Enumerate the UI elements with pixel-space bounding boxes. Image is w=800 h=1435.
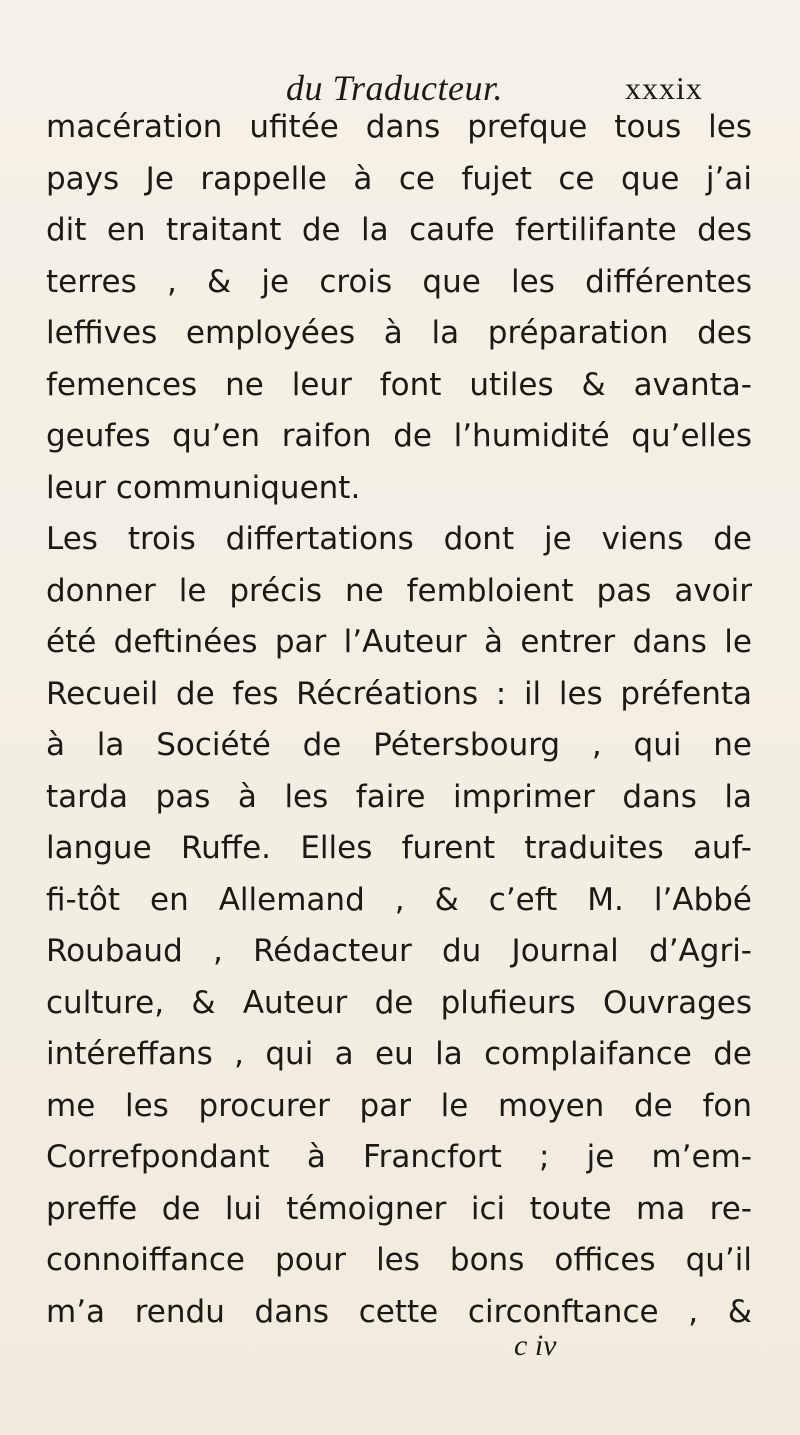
text-line: preffe de lui témoigner ici toute ma re-: [46, 1190, 752, 1227]
running-title: du Traducteur.: [286, 68, 504, 108]
text-line: leur communiquent.: [46, 469, 361, 506]
text-line: terres , & je crois que les différentes: [46, 263, 752, 300]
text-line: intéreffans , qui a eu la complaifance de: [46, 1036, 752, 1072]
text-line: geufes qu’en raifon de l’humidité qu’elles: [46, 418, 752, 454]
text-line: me les procurer par le moyen de fon: [46, 1087, 752, 1124]
text-line: leffives employées à la préparation des: [46, 315, 752, 351]
text-line: connoiffance pour les bons offices qu’il: [46, 1242, 752, 1278]
text-line: Recueil de fes Récréations : il les préfenta: [46, 675, 752, 712]
text-line: Les trois differtations dont je viens de: [46, 521, 752, 557]
text-line: Correfpondant à Francfort ; je m’em-: [46, 1139, 752, 1175]
text-line: langue Ruffe. Elles furent traduites auf-: [46, 830, 752, 866]
text-line: fi-tôt en Allemand , & c’eft M. l’Abbé: [46, 881, 752, 918]
text-line: culture, & Auteur de plufieurs Ouvrages: [46, 984, 752, 1021]
text-line: dit en traitant de la caufe fertilifante des: [46, 212, 752, 248]
signature-mark: c iv: [514, 1329, 557, 1362]
body-text: [46, 102, 752, 1338]
text-line: Roubaud , Rédacteur du Journal d’Agri-: [46, 933, 752, 969]
text-line: donner le précis ne fembloient pas avoir: [46, 572, 752, 609]
text-line: macération ufitée dans prefque tous les: [46, 109, 752, 145]
text-line: à la Société de Pétersbourg , qui ne: [46, 727, 752, 763]
text-line: femences ne leur font utiles & avanta-: [46, 366, 752, 403]
text-line: tarda pas à les faire imprimer dans la: [46, 778, 752, 815]
text-line: m’a rendu dans cette circonftance , &: [46, 1293, 752, 1330]
page-number: xxxix: [625, 70, 703, 106]
text-line: été deftinées par l’Auteur à entrer dans le: [46, 624, 752, 660]
text-line: pays Je rappelle à ce fujet ce que j’ai: [46, 160, 752, 197]
